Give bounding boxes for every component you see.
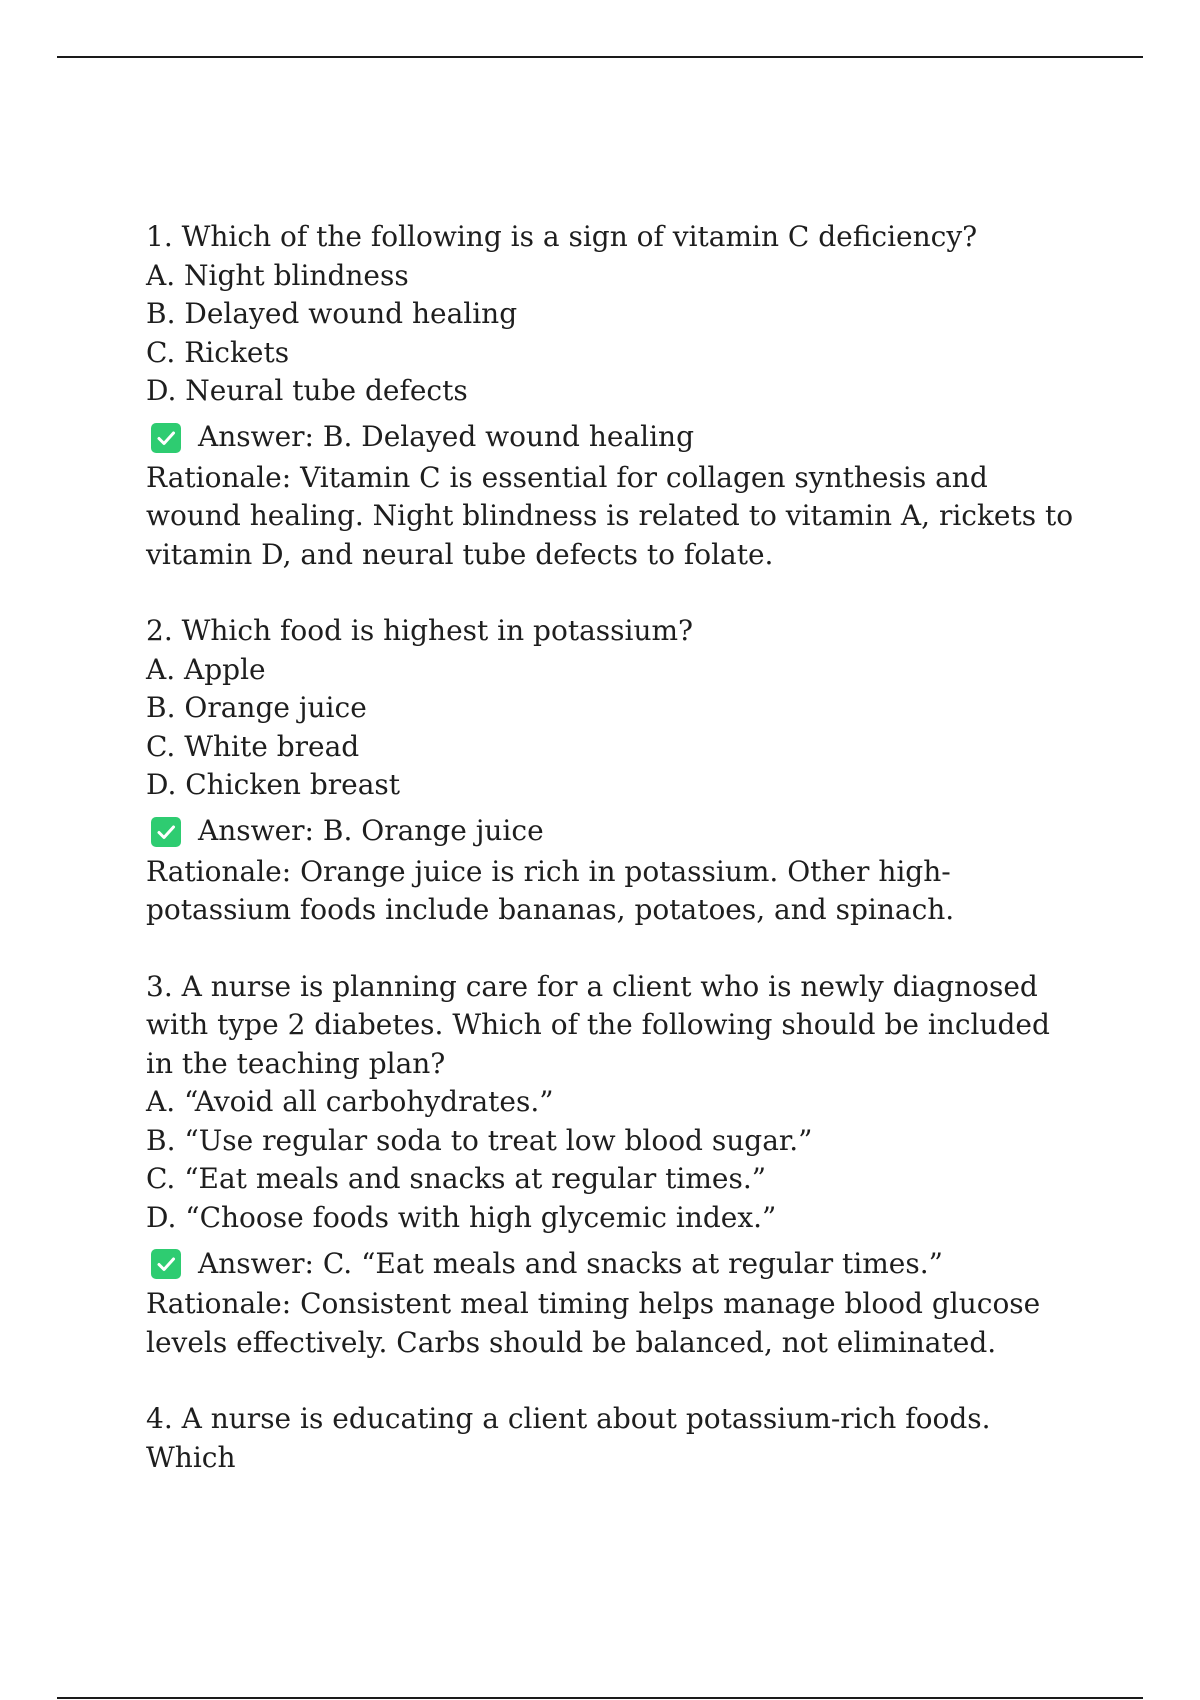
- option-b: B. Delayed wound healing: [146, 297, 518, 330]
- check-mark-button-icon: [151, 1249, 181, 1279]
- option-a: A. “Avoid all carbohydrates.”: [146, 1085, 554, 1118]
- option-d: D. “Choose foods with high glycemic index.”: [146, 1200, 777, 1234]
- option-b: B. “Use regular soda to treat low blood sugar.”: [146, 1123, 813, 1157]
- top-rule: [57, 56, 1143, 58]
- option-d: D. Neural tube defects: [146, 374, 468, 407]
- answer-line: [146, 1243, 1076, 1285]
- question-block: [146, 612, 1076, 930]
- rationale-text: Rationale: Consistent meal timing helps manage blood glucose levels effectively. Carbs should be balanced, not eliminated.: [146, 1287, 1041, 1359]
- document-body: [146, 218, 1076, 1477]
- question-block: [146, 1400, 1076, 1477]
- rationale-text: Rationale: Vitamin C is essential for collagen synthesis and wound healing. Night blindness is related to vitamin A, rickets to vitamin D, and neural tube defects to folate.: [146, 460, 1074, 571]
- rationale-text: Rationale: Orange juice is rich in potassium. Other high-potassium foods include bananas, potatoes, and spinach.: [146, 854, 955, 926]
- option-a: A. Apple: [146, 652, 266, 686]
- answer-text: Answer: B. Delayed wound healing: [198, 420, 695, 454]
- question-block: [146, 218, 1076, 574]
- answer-line: [146, 417, 1076, 459]
- check-mark-button-icon: [151, 817, 181, 847]
- option-a: A. Night blindness: [146, 258, 409, 292]
- question-text: 2. Which food is highest in potassium?: [146, 614, 694, 647]
- answer-text: Answer: C. “Eat meals and snacks at regular times.”: [198, 1246, 943, 1280]
- answer-line: [146, 811, 1076, 853]
- check-mark-button-icon: [151, 423, 181, 453]
- question-text: 3. A nurse is planning care for a client who is newly diagnosed with type 2 diabetes. Which of the following should be included in the teaching plan?: [146, 969, 1050, 1080]
- answer-text: Answer: B. Orange juice: [198, 814, 544, 848]
- question-block: [146, 968, 1076, 1363]
- question-text: 1. Which of the following is a sign of vitamin C deficiency?: [146, 220, 978, 253]
- option-c: C. “Eat meals and snacks at regular times.”: [146, 1162, 767, 1195]
- option-c: C. Rickets: [146, 335, 290, 369]
- option-d: D. Chicken breast: [146, 768, 401, 801]
- option-b: B. Orange juice: [146, 691, 367, 724]
- option-c: C. White bread: [146, 729, 360, 763]
- question-text: 4. A nurse is educating a client about potassium-rich foods. Which: [146, 1402, 991, 1474]
- bottom-rule: [57, 1697, 1143, 1699]
